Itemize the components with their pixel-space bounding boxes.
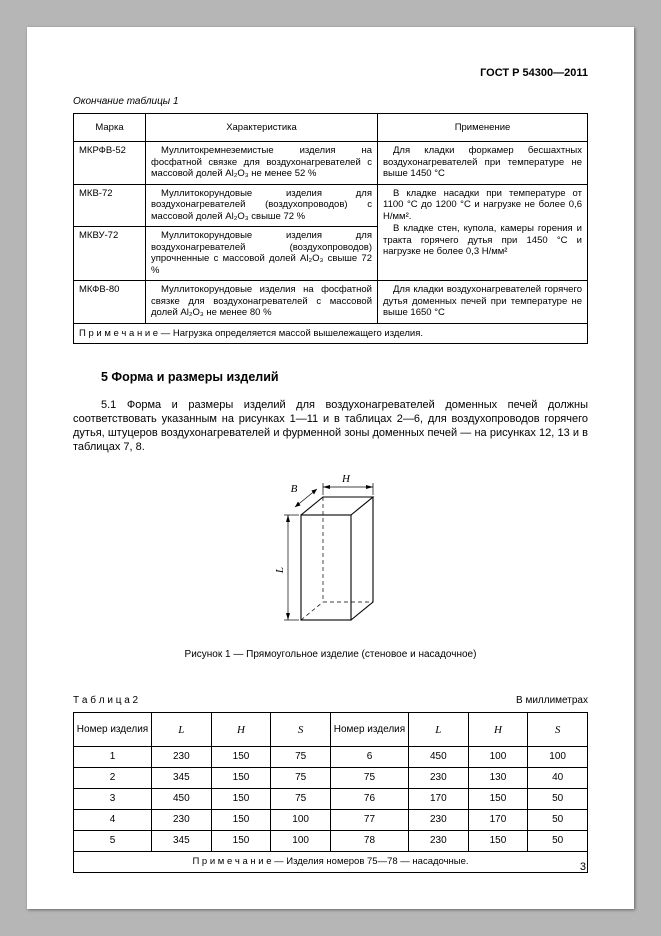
- table1-row: [74, 281, 588, 324]
- rectangular-product-drawing: [256, 470, 446, 638]
- cell: 5: [74, 831, 152, 852]
- application-text: Для кладки форкамер бесшахтных воздухонагревателей при температуре не выше 1450 °С: [383, 145, 582, 179]
- cell: 170: [468, 810, 528, 831]
- table2-col-s: S: [271, 713, 331, 747]
- cell: 75: [330, 768, 408, 789]
- cell: 77: [330, 810, 408, 831]
- table2-row: [74, 810, 588, 831]
- dimension-label-b: B: [290, 483, 297, 495]
- table2-label: Т а б л и ц а 2: [73, 695, 139, 706]
- table1-col-characteristic: Характеристика: [146, 114, 378, 142]
- table1-row: [74, 184, 588, 227]
- cell: 6: [330, 747, 408, 768]
- doc-code: ГОСТ Р 54300—2011: [480, 67, 588, 79]
- table1-col-mark: Марка: [74, 114, 146, 142]
- table2-row: [74, 831, 588, 852]
- cell: 150: [211, 810, 271, 831]
- cell: 170: [408, 789, 468, 810]
- cell: 78: [330, 831, 408, 852]
- cell: 76: [330, 789, 408, 810]
- table2-row: [74, 789, 588, 810]
- table2-note-row: [74, 852, 588, 873]
- cell: 100: [468, 747, 528, 768]
- mark-value: МКВУ-72: [74, 227, 146, 281]
- cell: 50: [528, 810, 588, 831]
- table2-header-row: [74, 713, 588, 747]
- table2-col-item: Номер изделия: [330, 713, 408, 747]
- cell: 230: [152, 747, 212, 768]
- section-heading: 5 Форма и размеры изделий: [101, 370, 279, 384]
- table1-note: П р и м е ч а н и е — Нагрузка определяется массой вышележащего изделия.: [74, 323, 588, 344]
- mark-value: МКРФВ-52: [74, 142, 146, 185]
- cell: 150: [211, 768, 271, 789]
- cell: 2: [74, 768, 152, 789]
- cell: 230: [408, 831, 468, 852]
- table2-row: [74, 768, 588, 789]
- application-text: В кладке стен, купола, камеры горения и тракта горячего дутья при 1450 °С и нагрузке не более 0,3 Н/мм²: [383, 223, 582, 257]
- table2-col-h: H: [468, 713, 528, 747]
- cell: 345: [152, 768, 212, 789]
- application-text: В кладке насадки при температуре от 1100 °С до 1200 °С и нагрузке не более 0,6 Н/мм².: [383, 187, 582, 222]
- cell: 130: [468, 768, 528, 789]
- cell: 150: [211, 789, 271, 810]
- cell: 50: [528, 831, 588, 852]
- characteristic-text: Муллитокремнеземистые изделия на фосфатной связке для воздухонагревателей с массовой долей Al₂O₃ не менее 52 %: [151, 145, 372, 179]
- table2-col-h: H: [211, 713, 271, 747]
- table1-note-row: [74, 323, 588, 344]
- cell: 345: [152, 831, 212, 852]
- dimension-label-l: L: [273, 566, 286, 574]
- cell: 150: [468, 789, 528, 810]
- table1-row: [74, 142, 588, 185]
- mark-value: МКВ-72: [74, 184, 146, 227]
- cell: 75: [271, 747, 331, 768]
- table2-note: П р и м е ч а н и е — Изделия номеров 75—78 — насадочные.: [74, 852, 588, 873]
- table2-units: В миллиметрах: [516, 695, 588, 706]
- table2-row: [74, 747, 588, 768]
- table1-header-row: [74, 114, 588, 142]
- application-text: Для кладки воздухонагревателей горячего дутья доменных печей при температуре не выше 1650 °С: [383, 284, 582, 318]
- document-page: [27, 27, 634, 909]
- mark-value: МКФВ-80: [74, 281, 146, 324]
- page-number: 3: [579, 861, 586, 873]
- characteristic-text: Муллитокорундовые изделия для воздухонагревателей (воздухопроводов) упрочненные с массовой долей Al₂O₃ свыше 72 %: [151, 230, 372, 276]
- table2-col-l: L: [152, 713, 212, 747]
- table2-col-s: S: [528, 713, 588, 747]
- cell: 1: [74, 747, 152, 768]
- cell: 50: [528, 789, 588, 810]
- table2: [73, 712, 588, 873]
- figure-1: [73, 470, 588, 661]
- cell: 100: [528, 747, 588, 768]
- cell: 100: [271, 810, 331, 831]
- cell: 150: [211, 747, 271, 768]
- cell: 230: [152, 810, 212, 831]
- cell: 100: [271, 831, 331, 852]
- characteristic-text: Муллитокорундовые изделия для воздухонагревателей (воздухопроводов) с массовой долей Al₂O₃ свыше 72 %: [151, 187, 372, 222]
- table1: [73, 113, 588, 344]
- table2-col-item: Номер изделия: [74, 713, 152, 747]
- table1-continuation-label: Окончание таблицы 1: [73, 96, 179, 107]
- cell: 75: [271, 789, 331, 810]
- cell: 230: [408, 810, 468, 831]
- figure-caption: Рисунок 1 — Прямоугольное изделие (стеновое и насадочное): [184, 649, 477, 660]
- section-paragraph: 5.1 Форма и размеры изделий для воздухонагревателей доменных печей должны соответствовать указанным на рисунках 1—11 и в таблицах 2—6, для воздухопроводов горячего дутья, штуцеров воздухонагревателей и фурменной зоны доменных печей — на рисунках 12, 13 и в таблицах 7, 8.: [73, 399, 588, 453]
- shared-application-cell: [378, 184, 588, 281]
- table2-col-l: L: [408, 713, 468, 747]
- cell: 230: [408, 768, 468, 789]
- cell: 150: [468, 831, 528, 852]
- cell: 450: [408, 747, 468, 768]
- table1-col-application: Применение: [378, 114, 588, 142]
- cell: 4: [74, 810, 152, 831]
- cell: 75: [271, 768, 331, 789]
- cell: 40: [528, 768, 588, 789]
- cell: 3: [74, 789, 152, 810]
- cell: 150: [211, 831, 271, 852]
- cell: 450: [152, 789, 212, 810]
- characteristic-text: Муллитокорундовые изделия на фосфатной связке для воздухонагревателей с массовой долей Al₂O₃ не менее 80 %: [151, 284, 372, 318]
- dimension-label-h: H: [341, 473, 350, 485]
- table2-caption-line: [73, 695, 588, 707]
